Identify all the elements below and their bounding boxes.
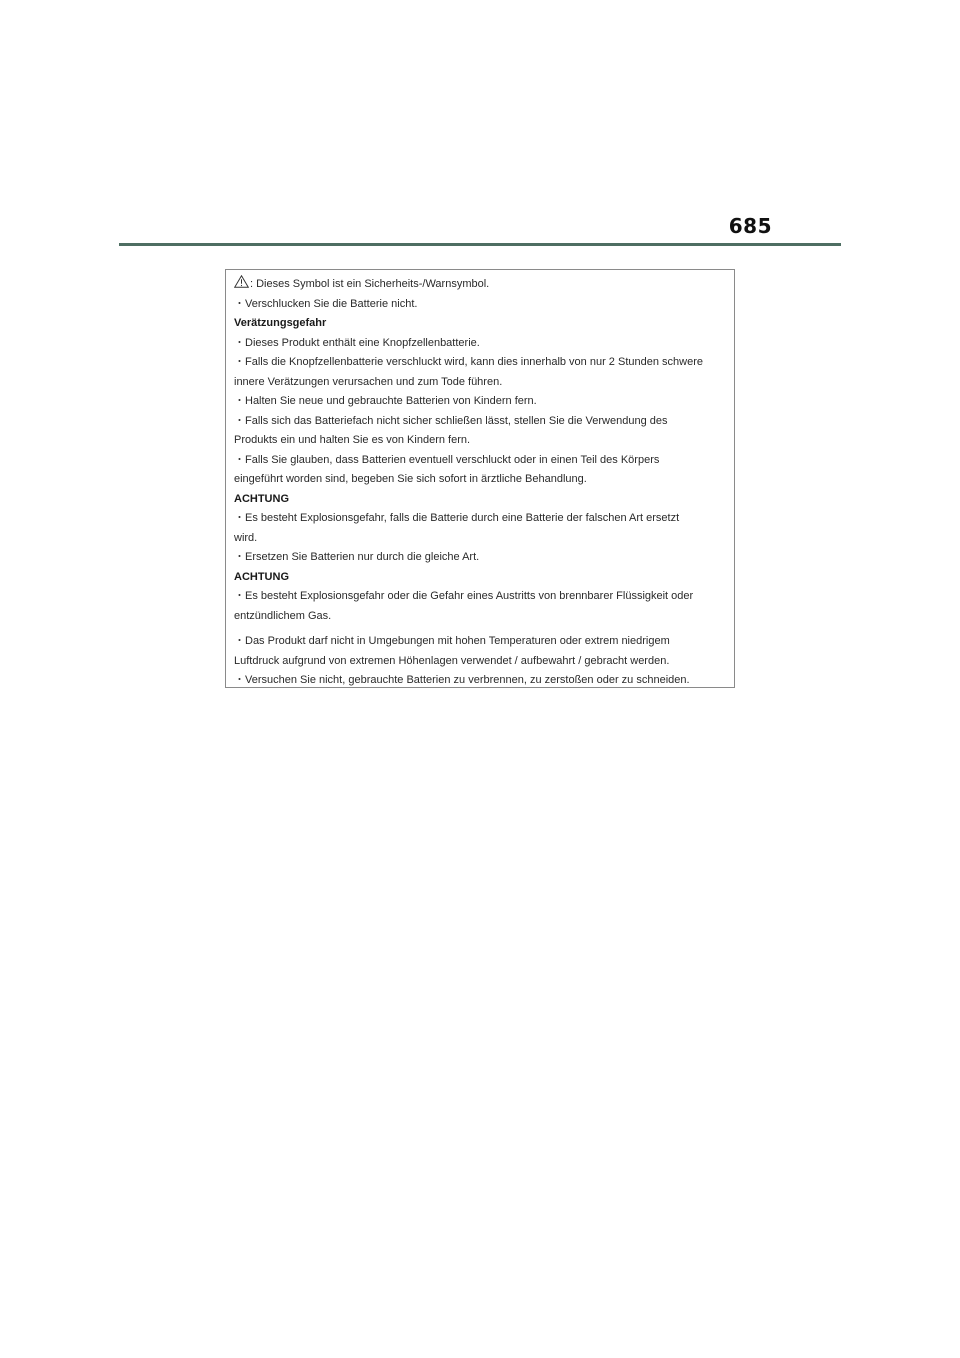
warning-line: wird. [234,531,258,544]
warning-line: ・Versuchen Sie nicht, gebrauchte Batterien zu verbrennen, zu zerstoßen oder zu schneiden. [234,674,690,686]
warning-line: ・Das Produkt darf nicht in Umgebungen mit hohen Temperaturen oder extrem niedrigem [234,635,670,647]
warning-line: ・Falls die Knopfzellenbatterie verschluckt wird, kann dies innerhalb von nur 2 Stunden schwere [234,356,703,368]
warning-symbol-text: : Dieses Symbol ist ein Sicherheits-/Warnsymbol. [250,278,490,290]
warning-heading: Verätzungsgefahr [234,317,327,329]
warning-line: ・Ersetzen Sie Batterien nur durch die gleiche Art. [234,551,480,563]
warning-line: Luftdruck aufgrund von extremen Höhenlagen verwendet / aufbewahrt / gebracht werden. [234,654,670,667]
page-number: 685 [728,214,772,238]
warning-line: eingeführt worden sind, begeben Sie sich sofort in ärztliche Behandlung. [234,473,587,485]
warning-line: innere Verätzungen verursachen und zum Tode führen. [234,375,503,388]
warning-line: ・Es besteht Explosionsgefahr, falls die Batterie durch eine Batterie der falschen Art ersetzt [234,512,680,524]
warning-line: ・Falls Sie glauben, dass Batterien eventuell verschluckt oder in einen Teil des Körpers [234,453,660,466]
warning-line: ・Halten Sie neue und gebrauchte Batterien von Kindern fern. [234,395,537,407]
warning-heading: ACHTUNG [234,492,289,505]
warning-line: Produkts ein und halten Sie es von Kindern fern. [234,434,471,446]
warning-line: ・Dieses Produkt enthält eine Knopfzellenbatterie. [234,336,480,349]
warning-line: entzündlichem Gas. [234,609,332,622]
warning-symbol-line [234,275,726,295]
header-divider [119,243,841,246]
battery-warning-box [225,269,735,688]
warning-triangle-icon [234,275,249,288]
warning-line: ・Falls sich das Batteriefach nicht sicher schließen lässt, stellen Sie die Verwendung des [234,414,668,427]
warning-line: ・Es besteht Explosionsgefahr oder die Gefahr eines Austritts von brennbarer Flüssigkeit oder [234,590,694,602]
warning-heading: ACHTUNG [234,570,289,583]
warning-line: ・Verschlucken Sie die Batterie nicht. [234,297,418,310]
